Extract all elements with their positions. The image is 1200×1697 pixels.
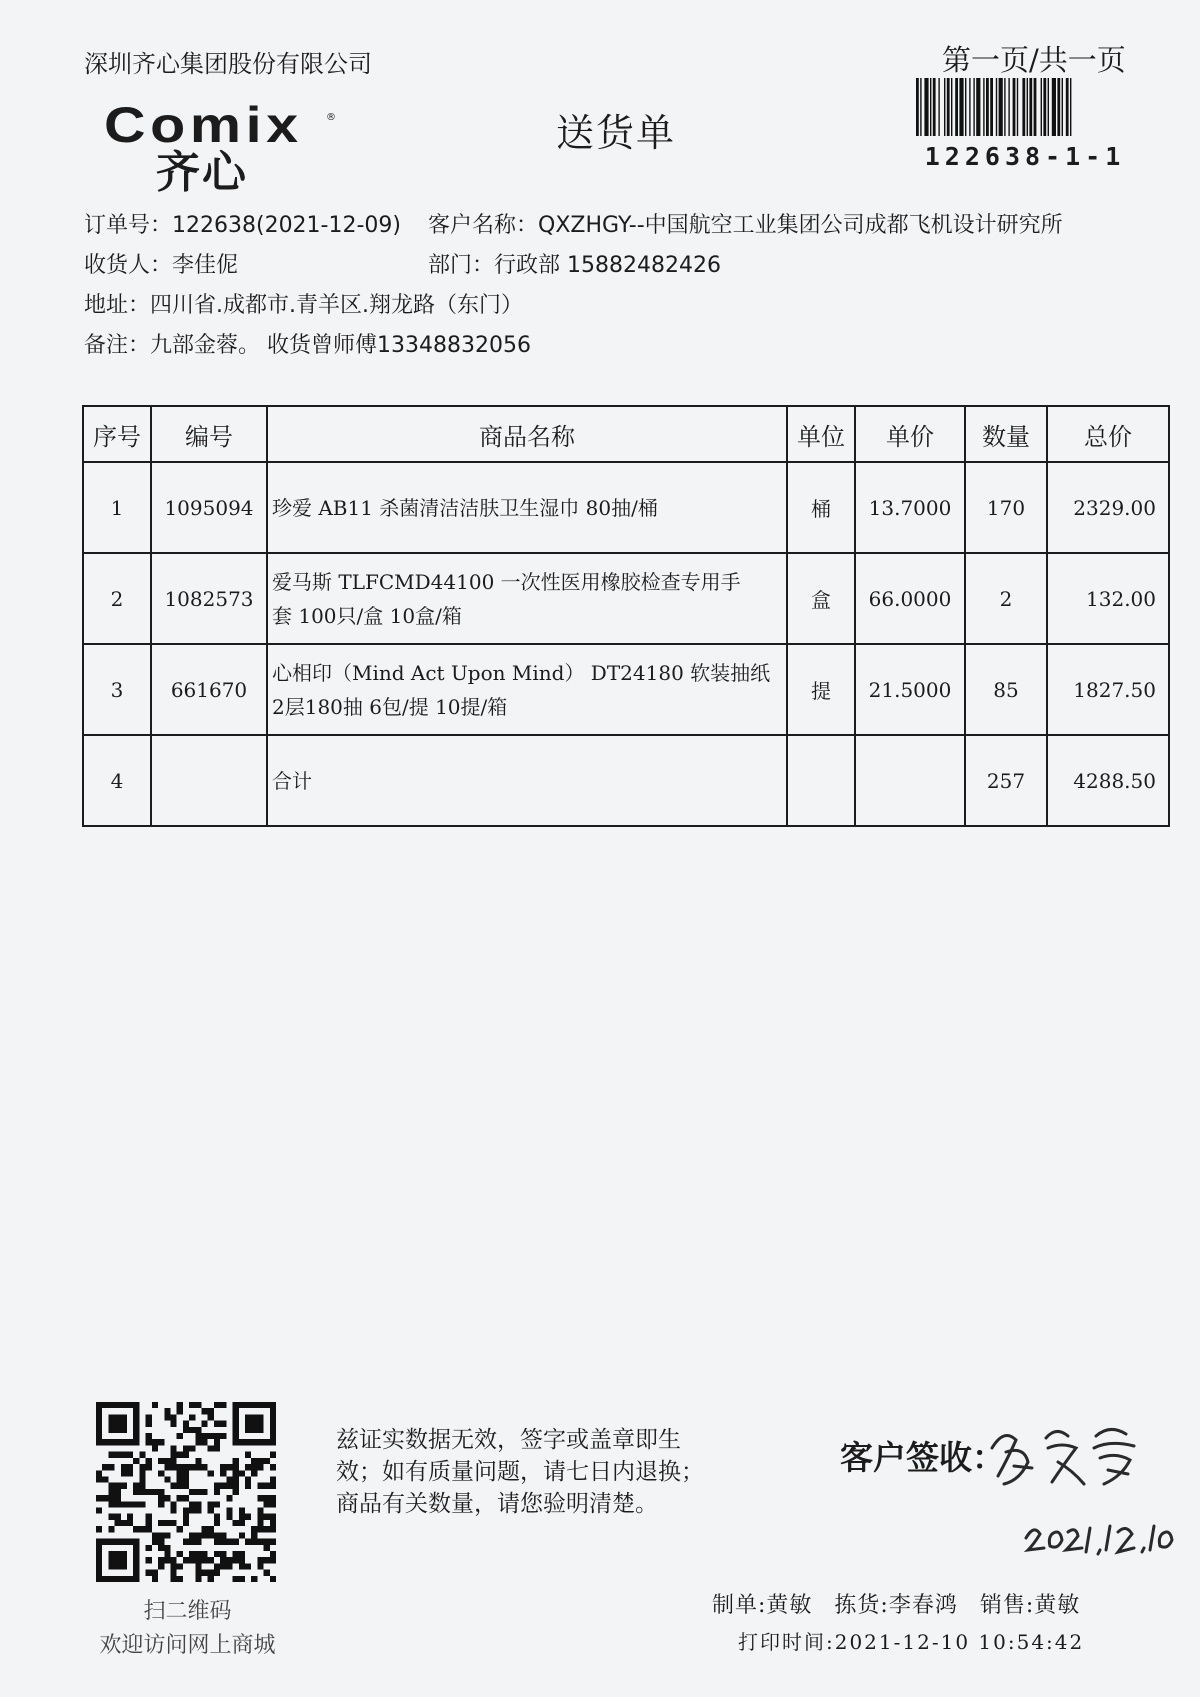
notice-line: 兹证实数据无效，签字或盖章即生 [336,1427,681,1453]
cell-total: 2329.00 [1047,462,1169,553]
header-product-name: 商品名称 [267,406,787,462]
logo-chinese-text: 齐心 [156,147,248,198]
notice-line: 效；如有质量问题，请七日内退换； [336,1459,704,1485]
barcode-number: 122638-1-1 [924,142,1126,171]
cell-code: 1095094 [151,462,267,553]
cell-unit-price: 21.5000 [855,644,965,735]
comix-logo [104,97,336,200]
cell-code [151,735,267,826]
table-row [83,644,1169,735]
cell-unit: 提 [787,644,855,735]
header-unit: 单位 [787,406,855,462]
order-barcode [916,78,1134,136]
cell-product-name [267,462,787,553]
cell-total: 1827.50 [1047,644,1169,735]
document-title: 送货单 [556,111,677,155]
logo-latin-text: Comix [104,97,303,153]
cell-seq: 3 [83,644,151,735]
product-name-line: 珍爱 AB11 杀菌清洁洁肤卫生湿巾 80抽/桶 [272,495,658,520]
receiver-name: 收货人：李佳伲 [84,253,239,278]
order-picker: 拣货:李春鸿 [834,1593,958,1618]
table-header-row [83,406,1169,462]
header-total: 总价 [1047,406,1169,462]
customer-sign-label: 客户签收： [840,1438,1005,1477]
salesperson: 销售:黄敏 [979,1593,1081,1618]
order-maker: 制单:黄敏 [712,1593,813,1618]
cell-seq: 1 [83,462,151,553]
print-time: 打印时间:2021-12-10 10:54:42 [738,1630,1085,1654]
table-row [83,462,1169,553]
cell-unit-price: 66.0000 [855,553,965,644]
cell-quantity: 2 [965,553,1047,644]
notice-text [336,1424,756,1520]
qr-caption-scan: 扫二维码 [143,1599,232,1624]
qr-code [96,1402,276,1582]
header-unit-price: 单价 [855,406,965,462]
total-row [83,735,1169,826]
product-name-line: 2层180抽 6包/提 10提/箱 [272,694,508,719]
cell-product-name [267,735,787,826]
cell-seq: 2 [83,553,151,644]
registered-mark: ® [326,112,336,123]
address: 地址：四川省.成都市.青羊区.翔龙路（东门） [84,293,523,318]
cell-seq: 4 [83,735,151,826]
header-quantity: 数量 [965,406,1047,462]
customer-signature [984,1418,1144,1498]
product-name-line: 爱马斯 TLFCMD44100 一次性医用橡胶检查专用手 [272,569,741,594]
cell-unit [787,735,855,826]
company-name: 深圳齐心集团股份有限公司 [84,50,372,78]
cell-unit-price [855,735,965,826]
cell-grand-total: 4288.50 [1047,735,1169,826]
order-number: 订单号：122638(2021-12-09) [84,213,402,238]
cell-unit-price: 13.7000 [855,462,965,553]
cell-quantity: 170 [965,462,1047,553]
cell-code: 661670 [151,644,267,735]
product-name-line: 套 100只/盒 10盒/箱 [272,603,462,628]
cell-quantity: 85 [965,644,1047,735]
qr-caption-mall: 欢迎访问网上商城 [99,1633,276,1658]
signature-date [1022,1510,1182,1558]
remark: 备注：九部金蓉。 收货曾师傅13348832056 [84,333,531,358]
product-name-line: 心相印（Mind Act Upon Mind） DT24180 软装抽纸 [272,660,771,685]
cell-product-name [267,644,787,735]
cell-total: 132.00 [1047,553,1169,644]
customer-name: 客户名称：QXZHGY--中国航空工业集团公司成都飞机设计研究所 [428,213,1063,238]
cell-total-quantity: 257 [965,735,1047,826]
department: 部门：行政部 15882482426 [428,253,721,278]
table-row [83,553,1169,644]
cell-unit: 桶 [787,462,855,553]
page-number: 第一页/共一页 [942,43,1126,77]
notice-line: 商品有关数量，请您验明清楚。 [336,1491,658,1517]
cell-code: 1082573 [151,553,267,644]
header-code: 编号 [151,406,267,462]
staff-info [712,1588,1094,1619]
cell-unit: 盒 [787,553,855,644]
header-seq: 序号 [83,406,151,462]
cell-product-name [267,553,787,644]
total-label: 合计 [272,768,312,793]
items-table [82,405,1170,827]
